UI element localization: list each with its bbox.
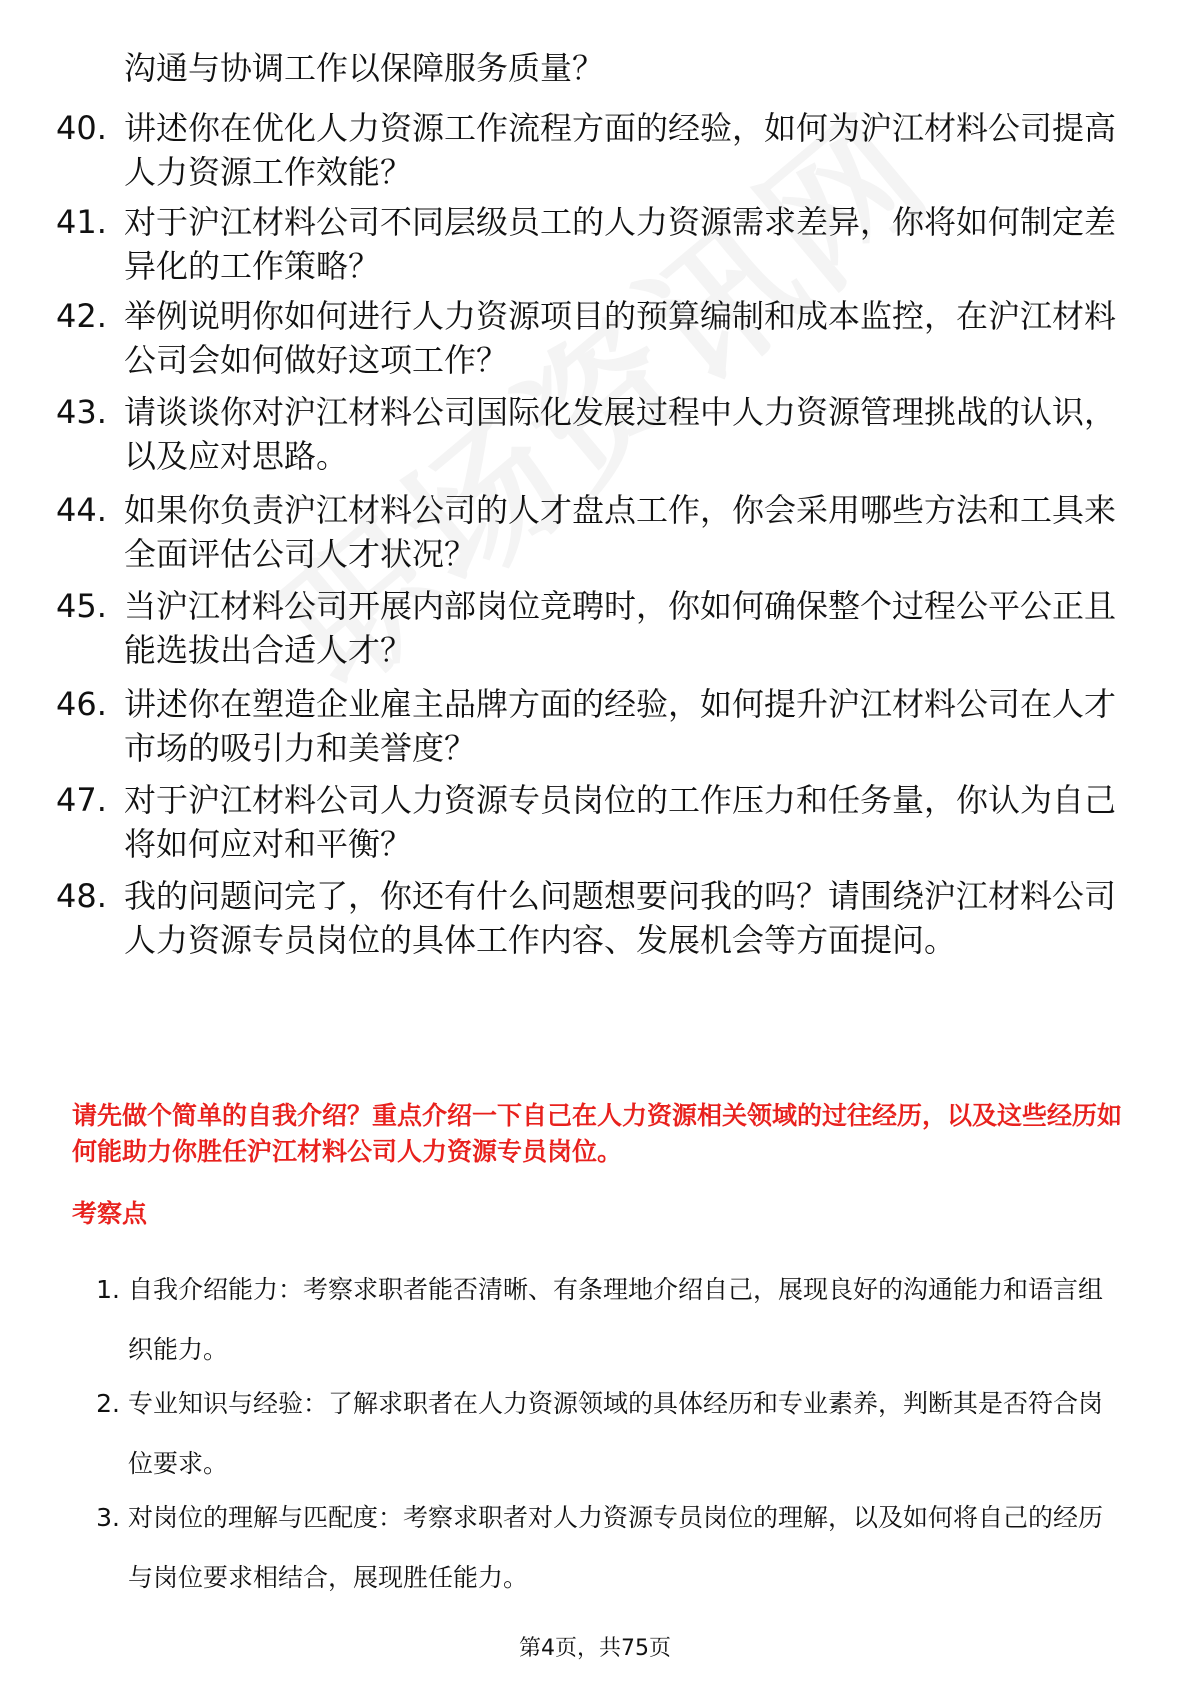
point-text: 对岗位的理解与匹配度：考察求职者对人力资源专员岗位的理解，以及如何将自己的经历与岗位要求相结合，展现胜任能力。 <box>128 1503 1104 1592</box>
question-text: 对于沪江材料公司人力资源专员岗位的工作压力和任务量，你认为自己将如何应对和平衡？ <box>124 781 1117 863</box>
question-text: 当沪江材料公司开展内部岗位竞聘时，你如何确保整个过程公平公正且能选拔出合适人才？ <box>124 587 1117 669</box>
point-number: 2. <box>96 1389 120 1418</box>
intro-question: 请先做个简单的自我介绍？重点介绍一下自己在人力资源相关领域的过往经历，以及这些经历如何能助力你胜任沪江材料公司人力资源专员岗位。 <box>72 1101 1123 1166</box>
question-number: 45. <box>56 587 107 625</box>
question-text: 举例说明你如何进行人力资源项目的预算编制和成本监控，在沪江材料公司会如何做好这项工作？ <box>124 297 1117 379</box>
question-number: 44. <box>56 491 107 529</box>
question-number: 43. <box>56 393 107 431</box>
question-text: 沟通与协调工作以保障服务质量？ <box>124 49 605 87</box>
point-text: 自我介绍能力：考察求职者能否清晰、有条理地介绍自己，展现良好的沟通能力和语言组织能力。 <box>128 1275 1104 1364</box>
section-title: 考察点 <box>72 1199 148 1228</box>
point-number: 3. <box>96 1503 120 1532</box>
question-text: 讲述你在塑造企业雇主品牌方面的经验，如何提升沪江材料公司在人才市场的吸引力和美誉度？ <box>124 685 1117 767</box>
question-text: 对于沪江材料公司不同层级员工的人力资源需求差异，你将如何制定差异化的工作策略？ <box>124 203 1117 285</box>
question-number: 48. <box>56 877 107 915</box>
question-number: 42. <box>56 297 107 335</box>
question-text: 如果你负责沪江材料公司的人才盘点工作，你会采用哪些方法和工具来全面评估公司人才状况？ <box>124 491 1117 573</box>
page-footer: 第4页，共75页 <box>519 1636 671 1661</box>
question-number: 46. <box>56 685 107 723</box>
question-number: 47. <box>56 781 107 819</box>
question-text: 请谈谈你对沪江材料公司国际化发展过程中人力资源管理挑战的认识，以及应对思路。 <box>124 393 1117 475</box>
question-text: 我的问题问完了，你还有什么问题想要问我的吗？请围绕沪江材料公司人力资源专员岗位的具体工作内容、发展机会等方面提问。 <box>124 877 1117 959</box>
question-number: 41. <box>56 203 107 241</box>
point-number: 1. <box>96 1275 120 1304</box>
point-text: 专业知识与经验：了解求职者在人力资源领域的具体经历和专业素养，判断其是否符合岗位要求。 <box>128 1389 1104 1478</box>
question-number: 40. <box>56 109 107 147</box>
question-text: 讲述你在优化人力资源工作流程方面的经验，如何为沪江材料公司提高人力资源工作效能？ <box>124 109 1117 191</box>
